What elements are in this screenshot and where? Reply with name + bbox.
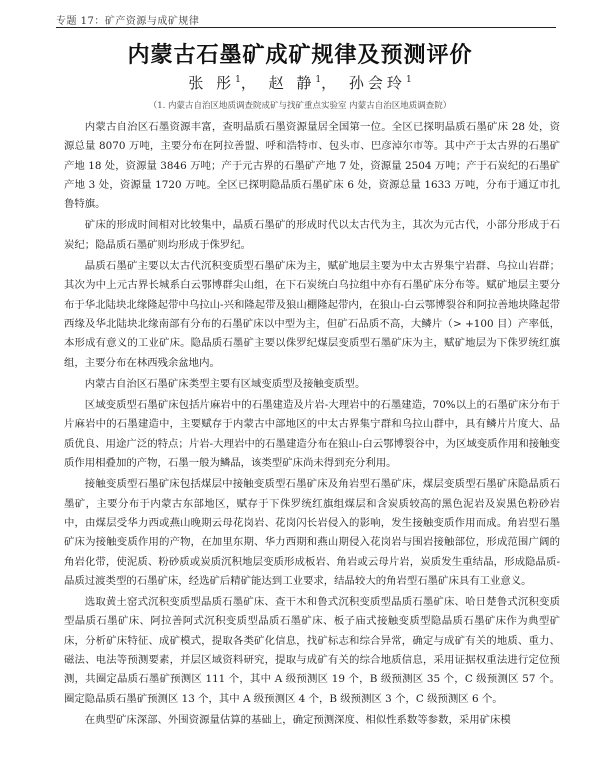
author-affiliation-mark: 1: [315, 75, 322, 85]
author-name: 赵 静: [268, 74, 316, 92]
header-divider: [56, 27, 556, 28]
author-affiliation-mark: 1: [405, 75, 412, 85]
body-paragraph: 接触变质型石墨矿床包括煤层中接触变质型石墨矿床及角岩型石墨矿床，煤层变质型石墨矿床隐晶质石墨矿，主要分布于内蒙古东部地区，赋存于下侏罗统红旗组煤层和含炭质较高的黑色泥岩及炭黑色粉砂岩中，由煤层受华力西或燕山晚期云母花岗岩、花岗闪长岩侵入的影响，发生接触变质作用而成。角岩型石墨矿床为接触变质作用的产物，在加里东期、华力西期和燕山期侵入花岗岩与围岩接触部位，形成范围广阔的角岩化带，使泥质、粉砂质或炭质沉积地层变质形成板岩、角岩或云母片岩，炭质发生重结晶，形成隐晶质-晶质过渡类型的石墨矿床，经选矿后精矿能达到工业要求，结晶较大的角岩型石墨矿床具有工业意义。: [64, 478, 560, 587]
body-paragraph: 晶质石墨矿主要以太古代沉积变质型石墨矿床为主，赋矿地层主要为中太古界集宁岩群、乌拉山岩群；其次为中上元古界长城系白云鄂博群尖山组，在下石炭统白乌拉组中亦有石墨矿床分布等。赋矿地层主要分布于华北陆块北缘隆起带中乌拉山-兴和隆起带及狼山棚隆起带内，在狼山-白云鄂博裂谷和阿拉善地块隆起带西缘及华北陆块北缘南部有分布的石墨矿床以中型为主，但矿石品质不高，大鳞片（> +100 目）产率低，本形成有意义的工业矿床。隐晶质石墨矿主要以侏罗纪煤层变质型石墨矿床为主，赋矿地层为下侏罗统红旗组，主要分布在林西残余盆地内。: [64, 260, 560, 369]
paper-title: 内蒙古石墨矿成矿规律及预测评价: [127, 43, 473, 68]
author-name: 张 彤: [188, 74, 236, 92]
body-paragraph: 在典型矿床深部、外围资源量估算的基础上，确定预测深度、相似性系数等参数，采用矿床模: [84, 713, 511, 726]
author-list: 张 彤$^1$， 赵 静$^1$， 孙会玲$^1$: [188, 74, 412, 92]
body-paragraph: 矿床的形成时间相对比较集中，晶质石墨矿的形成时代以太古代为主，其次为元古代，小部分形成于石炭纪；隐晶质石墨矿则均形成于侏罗纪。: [64, 219, 560, 251]
body-paragraph: 内蒙古自治区石墨资源丰富，查明晶质石墨资源量居全国第一位。全区已探明晶质石墨矿床 28 处，资源总量 8070 万吨，主要分布在阿拉善盟、呼和浩特市、包头市、巴彦淖尔市等。其中产于太古界的石墨矿产地 18 处，资源量 3846 万吨；产于元古界的石墨矿产地 7 处，资源量 2504 万吨；产于石炭纪的石墨矿产地 3 处，资源量 1720 万吨。全区已探明隐晶质石墨矿床 6 处，资源总量 1633 万吨，分布于通辽市扎鲁特旗。: [64, 121, 560, 211]
running-header: 专题 17：矿产资源与成矿规律: [56, 16, 200, 27]
author-name: 孙会玲: [348, 74, 406, 92]
affiliation: （1. 内蒙古自治区地质调查院成矿与找矿重点实验室 内蒙古自治区地质调查院）: [148, 101, 452, 111]
body-paragraph: 内蒙古自治区石墨矿床类型主要有区域变质型及接触变质型。: [84, 377, 366, 390]
author-affiliation-mark: 1: [235, 75, 241, 85]
body-paragraph: 选取黄土窑式沉积变质型晶质石墨矿床、查干木和鲁式沉积变质型晶质石墨矿床、哈日楚鲁式沉积变质型晶质石墨矿床、阿拉善阿式沉积变质型晶质石墨矿床、板子庙式接触变质型隐晶质石墨矿床作为典型矿床，分析矿床特征、成矿模式，提取各类矿化信息，找矿标志和综合异常，确定与成矿有关的地质、重力、磁法、电法等预测要素，并层区域资料研究，提取与成矿有关的综合地质信息，采用证据权重法进行定位预测，共圈定晶质石墨矿预测区 111 个，其中 A 级预测区 19 个，B 级预测区 35 个，C 级预测区 57 个。圈定隐晶质石墨矿预测区 13 个，其中 A 级预测区 4 个，B 级预测区 3 个，C 级预测区 6 个。: [64, 596, 560, 705]
body-text: [64, 118, 560, 732]
body-paragraph: 区域变质型石墨矿床包括片麻岩中的石墨建造及片岩-大理岩中的石墨建造，70%以上的石墨矿床分布于片麻岩中的石墨建造中，主要赋存于内蒙古中部地区的中太古界集宁群和乌拉山群中，具有鳞片片度大、品质优良、用途广泛的特点；片岩-大理岩中的石墨建造分布在狼山-白云鄂博裂谷中，为区域变质作用和接触变质作用相叠加的产物，石墨一般为鳞晶，该类型矿床尚未得到充分利用。: [64, 399, 560, 470]
